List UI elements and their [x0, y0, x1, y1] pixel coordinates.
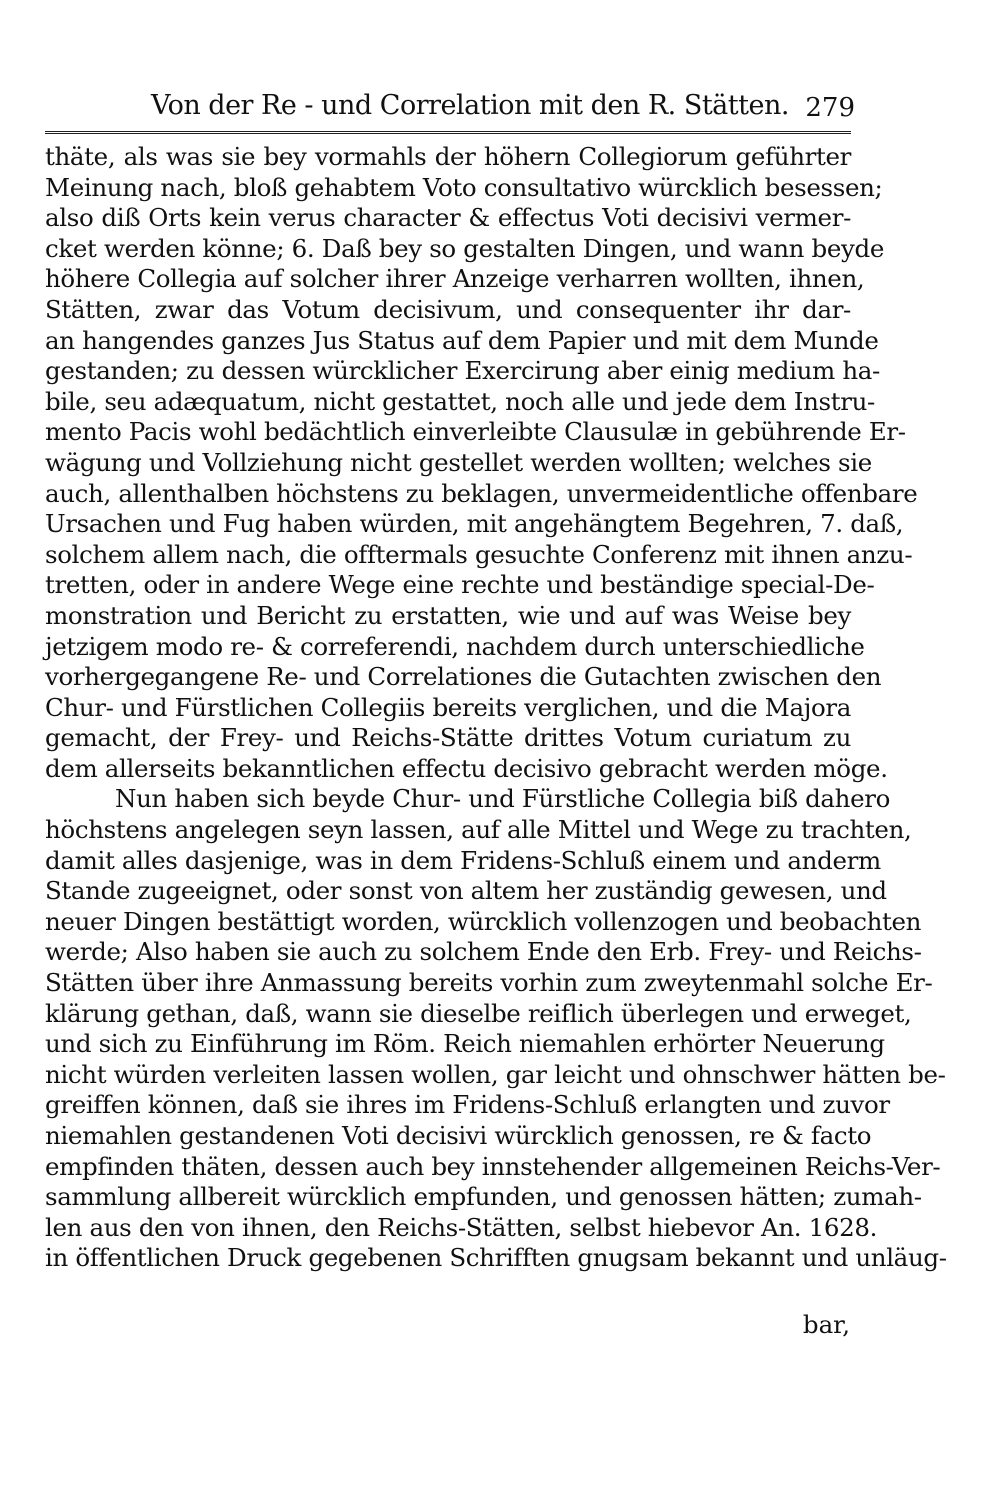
text-line: cket werden könne; 6. Daß bey so gestalten Dingen, und wann beyde [45, 233, 884, 263]
paragraph-end-line: dem allerseits bekanntlichen effectu decisivo gebracht werden möge. [45, 753, 888, 783]
text-line: Stande zugeeignet, oder sonst von altem her zuständig gewesen, und [45, 876, 887, 906]
text-line: Ursachen und Fug haben würden, mit angehängtem Begehren, 7. daß, [45, 509, 904, 539]
text-line: Meinung nach, bloß gehabtem Voto consultativo würcklich besessen; [45, 172, 883, 202]
text-line: solchem allem nach, die offtermals gesuchte Conferenz mit ihnen anzu- [45, 539, 913, 569]
text-line: tretten, oder in andere Wege eine rechte und beständige special-De- [45, 570, 875, 600]
text-line: monstration und Bericht zu erstatten, wie und auf was Weise bey [45, 600, 851, 630]
body-text [45, 142, 947, 1274]
text-line: mento Pacis wohl bedächtlich einverleibte Clausulæ in gebührende Er- [45, 417, 906, 447]
text-line: wägung und Vollziehung nicht gestellet werden wollten; welches sie [45, 447, 872, 477]
page-header [45, 86, 855, 130]
text-line: und sich zu Einführung im Röm. Reich niemahlen erhörter Neuerung [45, 1029, 885, 1059]
text-line: bile, seu adæquatum, nicht gestattet, noch alle und jede dem Instru- [45, 386, 875, 416]
text-line: höchstens angelegen seyn lassen, auf alle Mittel und Wege zu trachten, [45, 815, 912, 845]
text-line: jetzigem modo re- & correferendi, nachdem durch unterschiedliche [45, 631, 865, 661]
text-line: neuer Dingen bestättigt worden, würcklich vollenzogen und beobachten [45, 906, 922, 936]
header-rule [45, 131, 851, 134]
catchword: bar, [802, 1310, 850, 1339]
text-line: in öffentlichen Druck gegebenen Schrifften gnugsam bekannt und unläug- [45, 1243, 947, 1273]
text-line: greiffen können, daß sie ihres im Fridens-Schluß erlangten und zuvor [45, 1090, 890, 1120]
running-head: Von der Re - und Correlation mit den R. Stätten. [151, 90, 789, 121]
text-line: niemahlen gestandenen Voti decisivi würcklich genossen, re & facto [45, 1121, 872, 1150]
text-line: len aus den von ihnen, den Reichs-Stätten, selbst hiebevor An. 1628. [45, 1212, 878, 1242]
text-line: nicht würden verleiten lassen wollen, gar leicht und ohnschwer hätten be- [45, 1059, 946, 1089]
text-line: höhere Collegia auf solcher ihrer Anzeige verharren wollten, ihnen, [45, 264, 865, 294]
page-number: 279 [805, 93, 855, 123]
text-line: gemacht, der Frey- und Reichs-Stätte drittes Votum curiatum zu [45, 723, 851, 753]
text-line: vorhergegangene Re- und Correlationes die Gutachten zwischen den [45, 662, 882, 692]
text-line: werde; Also haben sie auch zu solchem Ende den Erb. Frey- und Reichs- [45, 937, 922, 967]
text-line: Stätten, zwar das Votum decisivum, und consequenter ihr dar- [45, 294, 851, 324]
text-line: auch, allenthalben höchstens zu beklagen, unvermeidentliche offenbare [45, 478, 918, 508]
text-line: Stätten über ihre Anmassung bereits vorhin zum zweytenmahl solche Er- [45, 968, 933, 998]
text-line: gestanden; zu dessen würcklicher Exercirung aber einig medium ha- [45, 356, 880, 386]
paragraph-start-line: Nun haben sich beyde Chur- und Fürstliche Collegia biß dahero [115, 784, 891, 814]
text-line: an hangendes ganzes Jus Status auf dem Papier und mit dem Munde [45, 325, 879, 355]
text-line: klärung gethan, daß, wann sie dieselbe reiflich überlegen und erweget, [45, 998, 912, 1028]
text-line: Chur- und Fürstlichen Collegiis bereits verglichen, und die Majora [45, 692, 851, 722]
text-line: empfinden thäten, dessen auch bey innstehender allgemeinen Reichs-Ver- [45, 1151, 941, 1181]
text-line: damit alles dasjenige, was in dem Fridens-Schluß einem und anderm [45, 845, 881, 875]
text-line: thäte, als was sie bey vormahls der höhern Collegiorum geführter [45, 142, 851, 171]
text-line: also diß Orts kein verus character & effectus Voti decisivi vermer- [45, 203, 851, 233]
text-line: sammlung allbereit würcklich empfunden, und genossen hätten; zumah- [45, 1182, 922, 1212]
